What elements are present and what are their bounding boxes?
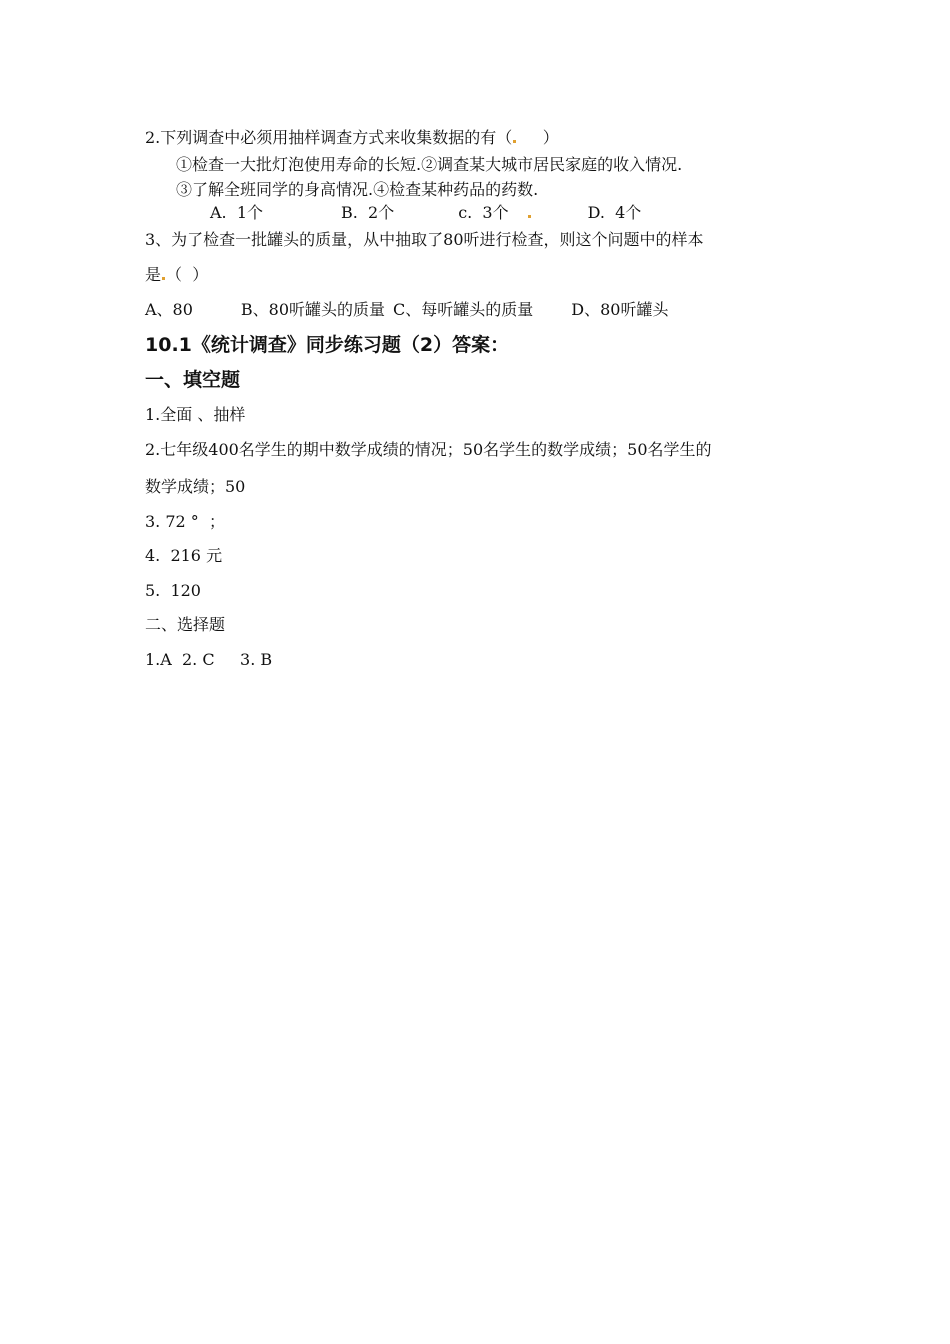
answer-3: 3. 72 ° ； [145, 512, 225, 531]
section-heading-choice: 二、选择题 [145, 615, 226, 634]
option-b: B、80听罐头的质量 [240, 300, 386, 319]
option-d: D、80听罐头 [571, 300, 669, 319]
option-c: c. 3个 [458, 203, 509, 222]
question-3-options [145, 300, 669, 320]
option-d: D. 4个 [587, 203, 642, 222]
option-b: B. 2个 [341, 203, 395, 222]
answer-2-line-1: 2.七年级400名学生的期中数学成绩的情况；50名学生的数学成绩；50名学生的 [145, 440, 712, 459]
option-c: C、每听罐头的质量 [393, 300, 534, 319]
question-3-stem-line-1: 3、为了检查一批罐头的质量，从中抽取了80听进行检查，则这个问题中的样本 [145, 230, 704, 249]
option-a: A. 1个 [210, 203, 263, 222]
question-2-stem: 2.下列调查中必须用抽样调查方式来收集数据的有（ ） [145, 128, 559, 147]
mark-dot [162, 277, 165, 280]
answer-title: 10.1《统计调查》同步练习题（2）答案： [145, 334, 510, 356]
option-a: A、80 [145, 300, 193, 319]
mark-dot [513, 140, 516, 143]
question-2-statement-line-1: ①检查一大批灯泡使用寿命的长短.②调查某大城市居民家庭的收入情况. [176, 155, 683, 174]
answer-1: 1.全面 、抽样 [145, 405, 246, 424]
mark-dot [528, 215, 531, 218]
choice-answers: 1.A 2. C 3. B [145, 650, 273, 669]
question-2-statement-line-2: ③了解全班同学的身高情况.④检查某种药品的药数. [176, 180, 539, 199]
answer-5: 5. 120 [145, 581, 201, 600]
section-heading-fill-blank: 一、填空题 [145, 369, 241, 391]
question-2-options [210, 203, 641, 223]
answer-4: 4. 216 元 [145, 546, 223, 565]
answer-2-line-2: 数学成绩；50 [145, 477, 246, 496]
question-3-stem-line-2: 是 （ ） [145, 265, 209, 284]
